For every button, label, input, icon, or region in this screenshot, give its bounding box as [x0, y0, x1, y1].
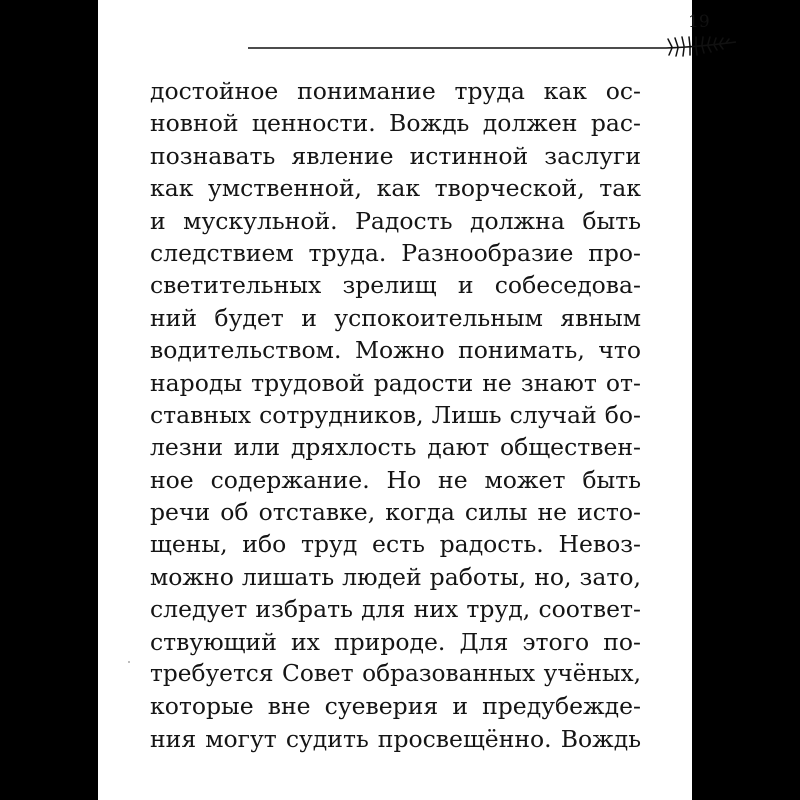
body-text [150, 75, 641, 755]
text-line: ставных сотрудников, Лишь случай бо- [150, 400, 641, 429]
text-line: водительством. Можно понимать, что [150, 336, 641, 365]
text-line: щены, ибо труд есть радость. Невоз- [150, 530, 641, 559]
text-line: ния могут судить просвещённо. Вождь [150, 724, 641, 753]
text-line: народы трудовой радости не знают от- [150, 368, 641, 397]
fern-sprig-rule-icon [248, 34, 738, 58]
text-line: ное содержание. Но не может быть [150, 465, 641, 494]
text-line: речи об отставке, когда силы не исто- [150, 498, 641, 527]
text-line: следствием труда. Разнообразие про- [150, 238, 641, 267]
text-line: лезни или дряхлость дают обществен- [150, 433, 641, 462]
text-line: которые вне суеверия и предубежде- [150, 692, 641, 721]
page-number: 19 [688, 12, 710, 32]
text-line: требуется Совет образованных учёных, [150, 660, 641, 688]
text-line: светительных зрелищ и собеседова- [150, 271, 641, 300]
text-line: следует избрать для них труд, соответ- [150, 595, 641, 624]
text-line: как умственной, как творческой, так [150, 174, 641, 203]
text-line: познавать явление истинной заслуги [150, 141, 641, 170]
text-line: и мускульной. Радость должна быть [150, 206, 641, 235]
text-line: новной ценности. Вождь должен рас- [150, 109, 641, 138]
text-line: можно лишать людей работы, но, зато, [150, 562, 641, 591]
scan-speck [128, 661, 130, 663]
text-line: ствующий их природе. Для этого по- [150, 627, 641, 656]
text-line: достойное понимание труда как ос- [150, 77, 641, 105]
text-line: ний будет и успокоительным явным [150, 303, 641, 332]
